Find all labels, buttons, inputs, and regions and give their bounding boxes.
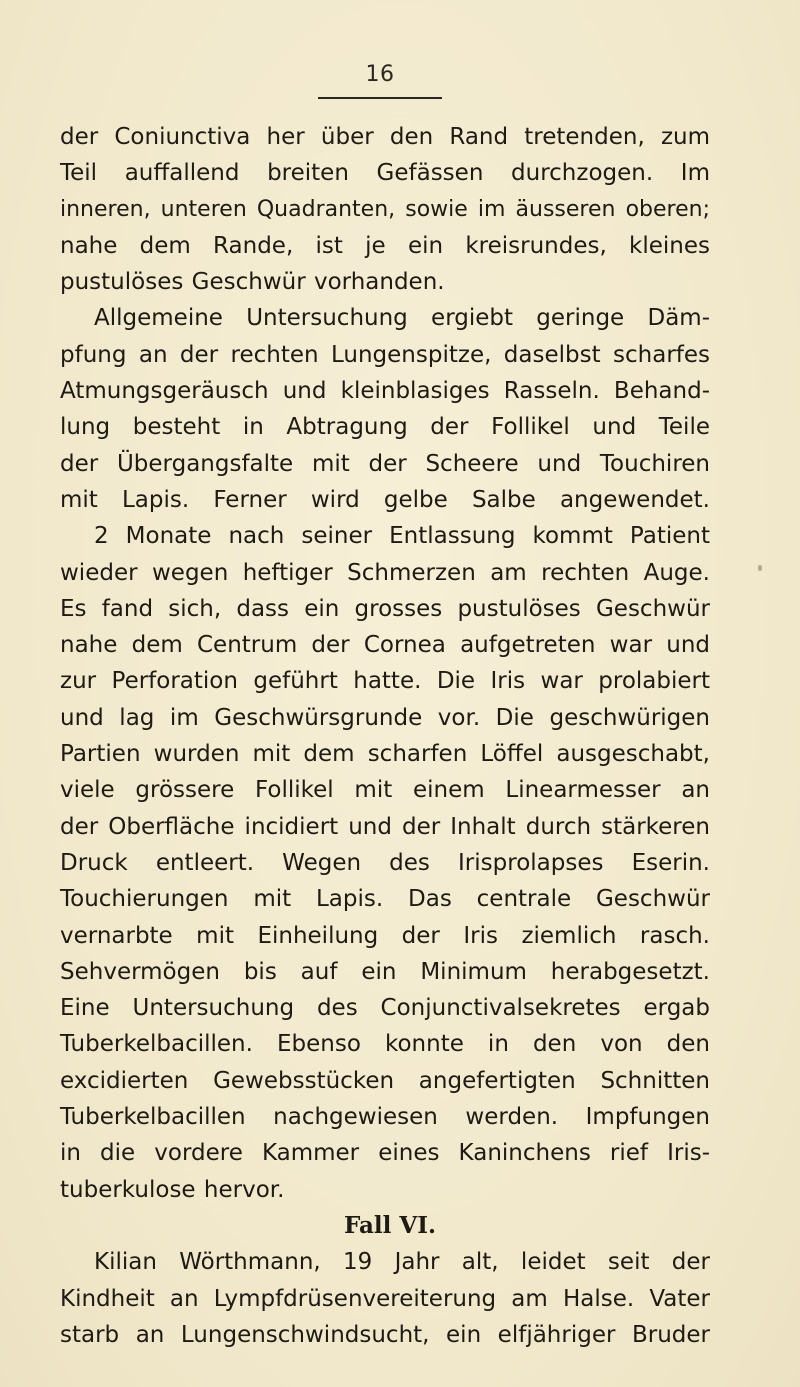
text-line: Eine Untersuchung des Conjunctivalsekretes ergab <box>60 995 710 1022</box>
text-line: Touchierungen mit Lapis. Das centrale Geschwür <box>60 886 710 913</box>
text-line: inneren, unteren Quadranten, sowie im äusseren oberen; <box>60 196 710 222</box>
text-line: und lag im Geschwürsgrunde vor. Die geschwürigen <box>60 704 710 731</box>
text-line: mit Lapis. Ferner wird gelbe Salbe angewendet. <box>60 486 710 513</box>
text-line: Teil auffallend breiten Gefässen durchzogen. Im <box>60 160 710 187</box>
text-line: Partien wurden mit dem scharfen Löffel ausgeschabt, <box>60 741 710 768</box>
text-line: Kilian Wörthmann, 19 Jahr alt, leidet seit der <box>94 1249 710 1276</box>
text-line: in die vordere Kammer eines Kaninchens rief Iris- <box>60 1140 710 1167</box>
text-line: Tuberkelbacillen. Ebenso konnte in den von den <box>60 1031 710 1058</box>
text-line: pustulöses Geschwür vorhanden. <box>60 269 445 296</box>
text-line: der Übergangsfalte mit der Scheere und Touchiren <box>60 450 710 477</box>
text-line: zur Perforation geführt hatte. Die Iris war prolabiert <box>60 668 710 695</box>
section-heading: Fall VI. <box>343 1211 437 1239</box>
text-line: Atmungsgeräusch und kleinblasiges Rasseln. Behand- <box>60 378 710 405</box>
body-text <box>60 119 710 1353</box>
text-line: nahe dem Centrum der Cornea aufgetreten war und <box>60 632 710 659</box>
text-line: starb an Lungenschwindsucht, ein elfjähriger Bruder <box>60 1321 710 1348</box>
text-line: lung besteht in Abtragung der Follikel und Teile <box>60 414 710 441</box>
text-line: viele grössere Follikel mit einem Linearmesser an <box>60 777 710 804</box>
text-line: Sehvermögen bis auf ein Minimum herabgesetzt. <box>60 958 710 985</box>
text-line: der Oberfläche incidiert und der Inhalt durch stärkeren <box>60 813 710 840</box>
text-line: excidierten Gewebsstücken angefertigten Schnitten <box>60 1067 710 1094</box>
text-line: 2 Monate nach seiner Entlassung kommt Patient <box>94 523 710 550</box>
text-line: wieder wegen heftiger Schmerzen am rechten Auge. <box>60 559 710 586</box>
page-number: 16 <box>365 62 395 87</box>
text-line: tuberkulose hervor. <box>60 1176 285 1203</box>
text-line: der Coniunctiva her über den Rand tretenden, zum <box>60 124 710 150</box>
margin-speck <box>758 565 762 571</box>
text-line: Allgemeine Untersuchung ergiebt geringe Däm- <box>94 305 710 332</box>
text-line: Kindheit an Lympfdrüsenvereiterung am Halse. Vater <box>60 1285 710 1312</box>
text-line: vernarbte mit Einheilung der Iris ziemlich rasch. <box>60 922 710 949</box>
text-line: Es fand sich, dass ein grosses pustulöses Geschwür <box>60 595 710 622</box>
text-line: Druck entleert. Wegen des Irisprolapses Eserin. <box>60 849 710 876</box>
page-number-rule <box>318 97 442 99</box>
text-line: pfung an der rechten Lungenspitze, daselbst scharfes <box>60 341 710 368</box>
text-line: Tuberkelbacillen nachgewiesen werden. Impfungen <box>60 1104 710 1131</box>
text-line: nahe dem Rande, ist je ein kreisrundes, kleines <box>60 232 710 259</box>
